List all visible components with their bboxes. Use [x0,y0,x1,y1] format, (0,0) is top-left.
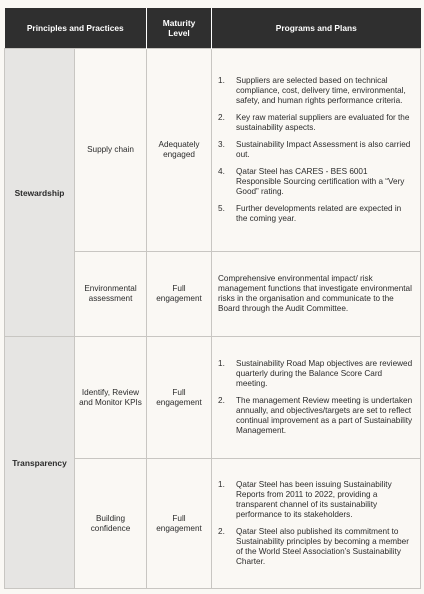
practice-confidence: Building confidence [75,459,147,589]
list-item: 3. Sustainability Impact Assessment is also carried out. [218,140,411,159]
programs-supply-chain [212,49,421,252]
header-maturity: Maturity Level [147,8,212,49]
list-item: 1. Sustainability Road Map objectives are reviewed quarterly during the Balance Score Card meeting. [218,359,413,388]
list-item: 2. Qatar Steel also published its commitment to Sustainability principles by becoming a member of the World Steel Association’s Sustainability Charter. [218,527,409,566]
list-item: 1. Qatar Steel has been issuing Sustainability Reports from 2011 to 2022, providing a transparent channel of its sustainability performance to its stakeholders. [218,480,392,519]
list-item: 2. The management Review meeting is undertaken annually, and objectives/targets are set to reflect continual improvement as a part of Sustainability Management. [218,396,413,435]
principle-stewardship: Stewardship [5,49,75,337]
principle-transparency: Transparency [5,337,75,589]
maturity-kpis: Full engagement [147,337,212,459]
program-text: Comprehensive environmental impact/ risk management functions that investigate environmental risks in the organisation and communicate to the Board through the Audit Committee. [218,274,412,313]
practice-kpis: Identify, Review and Monitor KPIs [75,337,147,459]
list-item: 1. Suppliers are selected based on technical compliance, cost, delivery time, environmental, safety, and human rights performance criteria. [218,76,406,105]
table-row-kpis [5,337,421,459]
list-item: 2. Key raw material suppliers are evaluated for the sustainability aspects. [218,113,410,132]
programs-kpis [212,337,421,459]
practice-supply-chain: Supply chain [75,49,147,252]
table-row-supply-chain [5,49,421,252]
list-item: 4. Qatar Steel has CARES - BES 6001 Responsible Sourcing certification with a “Very Good” rating. [218,167,405,196]
practice-environmental: Environmental assessment [75,252,147,337]
maturity-supply-chain: Adequately engaged [147,49,212,252]
programs-environmental [212,252,421,337]
programs-confidence [212,459,421,589]
header-row [5,8,421,49]
principles-table [4,8,421,589]
maturity-confidence: Full engagement [147,459,212,589]
header-programs: Programs and Plans [212,8,421,49]
maturity-environmental: Full engagement [147,252,212,337]
header-principles: Principles and Practices [5,8,147,49]
list-item: 5. Further developments related are expected in the coming year. [218,204,402,223]
